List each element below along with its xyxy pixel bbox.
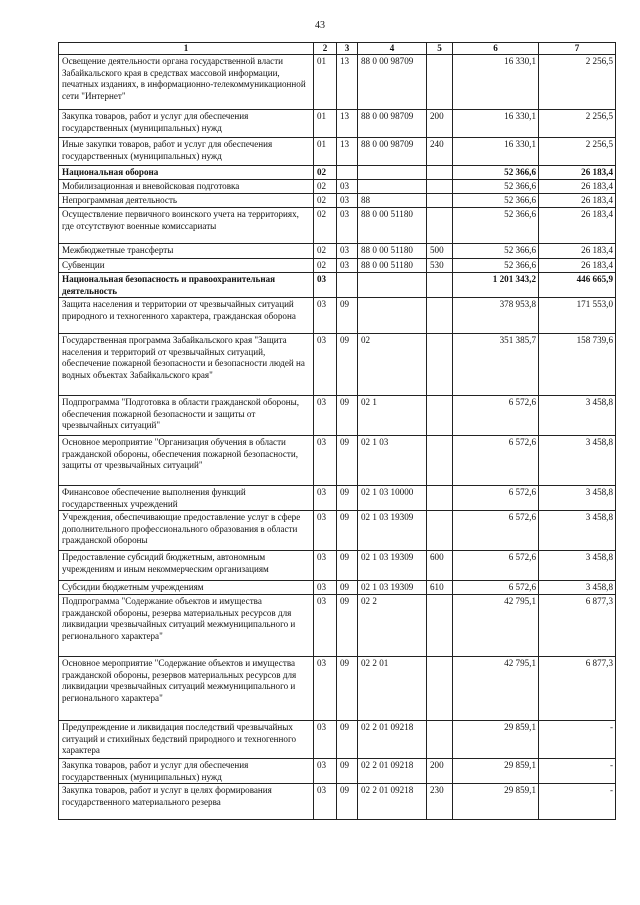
expense-type-cell: 200 [427,110,453,138]
subsection-code-cell: 09 [337,759,358,784]
amount-cell: 6 572,6 [453,581,539,595]
section-code-cell: 02 [314,244,337,259]
table-row [59,784,616,820]
subsection-code-cell: 13 [337,55,358,110]
amount-cell: 26 183,4 [539,244,616,259]
row-name-cell: Непрограммная деятельность [59,194,314,208]
amount-cell: 2 256,5 [539,138,616,166]
expense-type-cell [427,208,453,244]
amount-cell: 16 330,1 [453,55,539,110]
expense-type-cell [427,511,453,551]
row-name-cell: Финансовое обеспечение выполнения функций государственных учреждений [59,486,314,511]
subsection-code-cell: 03 [337,180,358,194]
amount-cell: 6 572,6 [453,486,539,511]
target-article-cell: 88 0 00 98709 [358,110,427,138]
table-row [59,721,616,759]
subsection-code-cell: 03 [337,259,358,273]
amount-cell: 3 458,8 [539,396,616,436]
target-article-cell: 88 [358,194,427,208]
amount-cell: 16 330,1 [453,110,539,138]
subsection-code-cell: 13 [337,110,358,138]
subsection-code-cell: 09 [337,551,358,581]
table-row [59,138,616,166]
table-row [59,551,616,581]
table-row [59,581,616,595]
expense-type-cell: 530 [427,259,453,273]
table-header-row [59,43,616,55]
table-row [59,110,616,138]
expense-type-cell [427,721,453,759]
subsection-code-cell: 09 [337,511,358,551]
expense-type-cell [427,595,453,657]
amount-cell: 42 795,1 [453,657,539,721]
expense-type-cell: 200 [427,759,453,784]
target-article-cell: 02 2 01 09218 [358,721,427,759]
amount-cell: 3 458,8 [539,551,616,581]
subsection-code-cell: 09 [337,334,358,396]
amount-cell: 52 366,6 [453,180,539,194]
expense-type-cell [427,194,453,208]
section-code-cell: 03 [314,595,337,657]
subsection-code-cell: 09 [337,657,358,721]
section-code-cell: 03 [314,759,337,784]
expense-type-cell [427,180,453,194]
expense-type-cell [427,55,453,110]
target-article-cell: 02 [358,334,427,396]
amount-cell: 26 183,4 [539,194,616,208]
section-code-cell: 03 [314,551,337,581]
column-header: 4 [358,43,427,55]
row-name-cell: Учреждения, обеспечивающие предоставление услуг в сфере дополнительного профессионального образования в области гражданской обороны [59,511,314,551]
row-name-cell: Субвенции [59,259,314,273]
amount-cell: 16 330,1 [453,138,539,166]
table-row [59,486,616,511]
section-code-cell: 03 [314,273,337,298]
target-article-cell: 88 0 00 98709 [358,138,427,166]
section-code-cell: 02 [314,180,337,194]
section-code-cell: 03 [314,784,337,820]
section-code-cell: 03 [314,396,337,436]
expense-type-cell: 230 [427,784,453,820]
row-name-cell: Подпрограмма "Подготовка в области гражданской обороны, обеспечения пожарной безопасности и защиты от чрезвычайных ситуаций" [59,396,314,436]
target-article-cell: 02 1 03 19309 [358,551,427,581]
amount-cell: 29 859,1 [453,784,539,820]
page-number: 43 [315,20,325,31]
row-name-cell: Национальная безопасность и правоохранительная деятельность [59,273,314,298]
section-code-cell: 02 [314,208,337,244]
section-code-cell: 01 [314,138,337,166]
amount-cell: 26 183,4 [539,259,616,273]
amount-cell: 6 572,6 [453,511,539,551]
budget-table [58,42,616,820]
target-article-cell: 02 1 03 19309 [358,581,427,595]
amount-cell: - [539,721,616,759]
subsection-code-cell [337,273,358,298]
amount-cell: 26 183,4 [539,180,616,194]
amount-cell: 52 366,6 [453,244,539,259]
expense-type-cell [427,166,453,180]
subsection-code-cell: 09 [337,595,358,657]
target-article-cell [358,298,427,334]
row-name-cell: Закупка товаров, работ и услуг для обеспечения государственных (муниципальных) нужд [59,110,314,138]
amount-cell: 6 877,3 [539,595,616,657]
target-article-cell: 02 2 01 09218 [358,759,427,784]
section-code-cell: 03 [314,298,337,334]
amount-cell: - [539,759,616,784]
amount-cell: 378 953,8 [453,298,539,334]
amount-cell: 52 366,6 [453,208,539,244]
table-row [59,595,616,657]
subsection-code-cell: 09 [337,396,358,436]
column-header: 5 [427,43,453,55]
expense-type-cell [427,273,453,298]
table-row [59,436,616,486]
expense-type-cell: 600 [427,551,453,581]
column-header: 1 [59,43,314,55]
target-article-cell [358,273,427,298]
table-row [59,657,616,721]
row-name-cell: Защита населения и территории от чрезвычайных ситуаций природного и техногенного характера, гражданская оборона [59,298,314,334]
table-row [59,55,616,110]
expense-type-cell [427,436,453,486]
target-article-cell: 02 1 [358,396,427,436]
target-article-cell: 02 2 01 [358,657,427,721]
expense-type-cell [427,334,453,396]
subsection-code-cell [337,166,358,180]
amount-cell: 3 458,8 [539,511,616,551]
row-name-cell: Национальная оборона [59,166,314,180]
section-code-cell: 02 [314,166,337,180]
table-row [59,298,616,334]
subsection-code-cell: 03 [337,244,358,259]
amount-cell: 26 183,4 [539,166,616,180]
target-article-cell: 02 2 01 09218 [358,784,427,820]
expense-type-cell [427,486,453,511]
column-header: 2 [314,43,337,55]
amount-cell: 42 795,1 [453,595,539,657]
table-row [59,208,616,244]
expense-type-cell: 500 [427,244,453,259]
subsection-code-cell: 03 [337,208,358,244]
row-name-cell: Иные закупки товаров, работ и услуг для обеспечения государственных (муниципальных) нужд [59,138,314,166]
subsection-code-cell: 09 [337,784,358,820]
subsection-code-cell: 09 [337,721,358,759]
amount-cell: 29 859,1 [453,759,539,784]
table-row [59,273,616,298]
section-code-cell: 03 [314,657,337,721]
target-article-cell [358,180,427,194]
amount-cell: 52 366,6 [453,259,539,273]
target-article-cell: 02 1 03 [358,436,427,486]
amount-cell: 6 572,6 [453,436,539,486]
amount-cell: 171 553,0 [539,298,616,334]
section-code-cell: 03 [314,486,337,511]
amount-cell: 158 739,6 [539,334,616,396]
table-row [59,259,616,273]
amount-cell: 6 877,3 [539,657,616,721]
row-name-cell: Государственная программа Забайкальского края "Защита населения и территорий от чрезвычайных ситуаций, обеспечение пожарной безопасности и безопасности людей на водных объектах Забайкальского края" [59,334,314,396]
row-name-cell: Мобилизационная и вневойсковая подготовка [59,180,314,194]
expense-type-cell [427,657,453,721]
expense-type-cell: 610 [427,581,453,595]
table-row [59,166,616,180]
amount-cell: 2 256,5 [539,55,616,110]
column-header: 6 [453,43,539,55]
row-name-cell: Закупка товаров, работ и услуг для обеспечения государственных (муниципальных) нужд [59,759,314,784]
target-article-cell: 02 1 03 10000 [358,486,427,511]
column-header: 7 [539,43,616,55]
target-article-cell: 88 0 00 51180 [358,259,427,273]
expense-type-cell [427,396,453,436]
row-name-cell: Основное мероприятие "Организация обучения в области гражданской обороны, обеспечения пожарной безопасности, защиты от чрезвычайных ситуаций" [59,436,314,486]
table-row [59,180,616,194]
section-code-cell: 01 [314,55,337,110]
amount-cell: 6 572,6 [453,396,539,436]
row-name-cell: Освещение деятельности органа государственной власти Забайкальского края в средствах массовой информации, печатных изданиях, в информационно-телекоммуникационной сети "Интернет" [59,55,314,110]
row-name-cell: Субсидии бюджетным учреждениям [59,581,314,595]
target-article-cell: 02 2 [358,595,427,657]
row-name-cell: Основное мероприятие "Содержание объектов и имущества гражданской обороны, резервов материальных ресурсов для ликвидации чрезвычайных ситуаций межмуниципального и регионального характера" [59,657,314,721]
section-code-cell: 03 [314,436,337,486]
subsection-code-cell: 09 [337,581,358,595]
subsection-code-cell: 03 [337,194,358,208]
subsection-code-cell: 09 [337,486,358,511]
column-header: 3 [337,43,358,55]
target-article-cell: 88 0 00 51180 [358,244,427,259]
section-code-cell: 03 [314,581,337,595]
amount-cell: 351 385,7 [453,334,539,396]
row-name-cell: Предупреждение и ликвидация последствий чрезвычайных ситуаций и стихийных бедствий природного и техногенного характера [59,721,314,759]
table-row [59,194,616,208]
target-article-cell [358,166,427,180]
section-code-cell: 01 [314,110,337,138]
table-row [59,396,616,436]
section-code-cell: 03 [314,511,337,551]
amount-cell: 6 572,6 [453,551,539,581]
amount-cell: 52 366,6 [453,166,539,180]
section-code-cell: 03 [314,721,337,759]
target-article-cell: 02 1 03 19309 [358,511,427,551]
amount-cell: 52 366,6 [453,194,539,208]
subsection-code-cell: 09 [337,298,358,334]
amount-cell: 3 458,8 [539,581,616,595]
table-row [59,244,616,259]
row-name-cell: Осуществление первичного воинского учета на территориях, где отсутствуют военные комиссариаты [59,208,314,244]
amount-cell: 1 201 343,2 [453,273,539,298]
expense-type-cell: 240 [427,138,453,166]
amount-cell: 29 859,1 [453,721,539,759]
section-code-cell: 03 [314,334,337,396]
amount-cell: - [539,784,616,820]
row-name-cell: Подпрограмма "Содержание объектов и имущества гражданской обороны, резерва материальных ресурсов для ликвидации чрезвычайных ситуаций межмуниципального и регионального характера" [59,595,314,657]
section-code-cell: 02 [314,194,337,208]
amount-cell: 3 458,8 [539,486,616,511]
table-row [59,511,616,551]
amount-cell: 3 458,8 [539,436,616,486]
target-article-cell: 88 0 00 98709 [358,55,427,110]
target-article-cell: 88 0 00 51180 [358,208,427,244]
subsection-code-cell: 13 [337,138,358,166]
row-name-cell: Закупка товаров, работ и услуг в целях формирования государственного материального резерва [59,784,314,820]
table-row [59,759,616,784]
table-row [59,334,616,396]
amount-cell: 26 183,4 [539,208,616,244]
row-name-cell: Предоставление субсидий бюджетным, автономным учреждениям и иным некоммерческим организациям [59,551,314,581]
expense-type-cell [427,298,453,334]
section-code-cell: 02 [314,259,337,273]
amount-cell: 2 256,5 [539,110,616,138]
subsection-code-cell: 09 [337,436,358,486]
row-name-cell: Межбюджетные трансферты [59,244,314,259]
amount-cell: 446 665,9 [539,273,616,298]
